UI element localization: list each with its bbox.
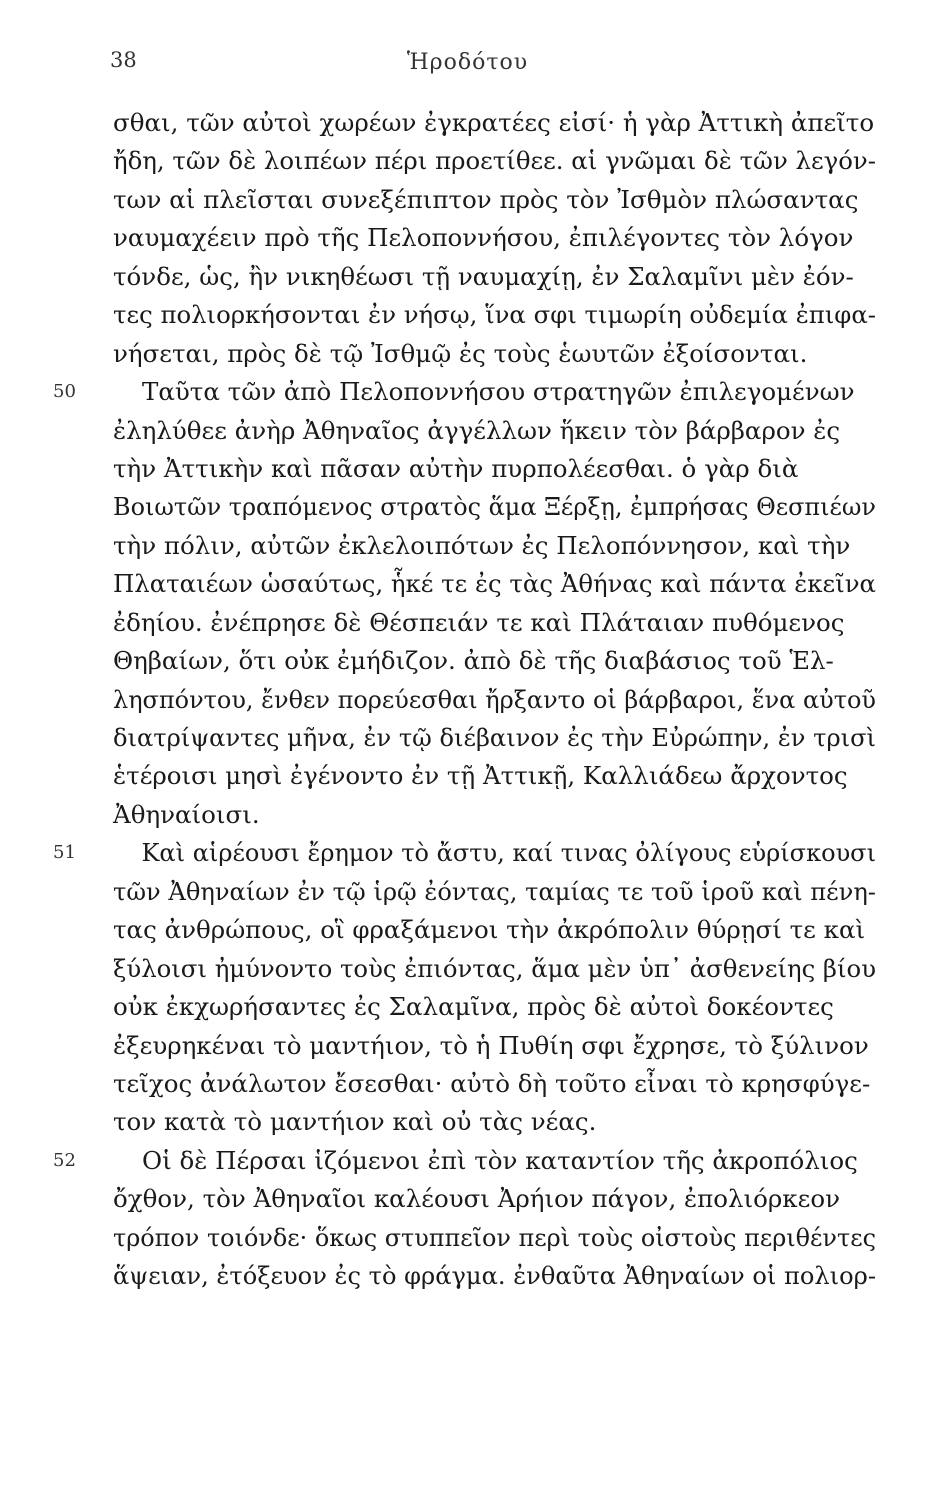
text-line <box>113 642 876 680</box>
body-text <box>53 104 877 1296</box>
text-line <box>113 412 876 450</box>
text-line <box>53 373 876 411</box>
line-text: οὐκ ἐκχωρήσαντες ἐς Σαλαμῖνα, πρὸς δὲ αὐτοὶ δοκέοντες <box>113 992 834 1022</box>
text-line <box>113 719 876 757</box>
line-text: τεῖχος ἀνάλωτον ἔσεσθαι· αὐτὸ δὴ τοῦτο εἶναι τὸ κρησφύγε- <box>113 1068 871 1098</box>
line-text: διατρίψαντες μῆνα, ἐν τῷ διέβαινον ἐς τὴν Εὐρώπην, ἐν τρισὶ <box>113 723 877 752</box>
text-line <box>113 104 876 142</box>
line-text: ἐδηίου. ἐνέπρησε δὲ Θέσπειάν τε καὶ Πλάταιαν πυθόμενος <box>113 607 845 637</box>
line-text: Βοιωτῶν τραπόμενος στρατὸς ἅμα Ξέρξῃ, ἐμπρήσας Θεσπιέων <box>113 492 876 522</box>
line-text: τῶν Ἀθηναίων ἐν τῷ ἱρῷ ἐόντας, ταμίας τε τοῦ ἱροῦ καὶ πένη- <box>113 876 876 906</box>
text-line <box>113 1257 876 1295</box>
chapter-number: 50 <box>53 381 76 403</box>
text-line <box>113 911 876 949</box>
line-text: σθαι, τῶν αὐτοὶ χωρέων ἐγκρατέες εἰσί· ἡ γὰρ Ἀττικὴ ἀπεῖτο <box>113 108 875 137</box>
line-text: τες πολιορκήσονται ἐν νήσῳ, ἵνα σφι τιμωρίη οὐδεμία ἐπιφα- <box>113 300 877 330</box>
text-line <box>113 142 876 180</box>
line-text: Θηβαίων, ὅτι οὐκ ἐμήδιζον. ἀπὸ δὲ τῆς διαβάσιος τοῦ Ἑλ- <box>113 646 834 676</box>
text-line <box>113 1027 876 1065</box>
line-text: των αἱ πλεῖσται συνεξέπιπτον πρὸς τὸν Ἰσθμὸν πλώσαντας <box>113 184 859 214</box>
text-line <box>113 1103 876 1141</box>
line-text: Καὶ αἱρέουσι ἔρημον τὸ ἄστυ, καί τινας ὀλίγους εὑρίσκουσι <box>141 838 877 868</box>
text-line <box>113 796 876 834</box>
line-text: τας ἀνθρώπους, οἳ φραξάμενοι τὴν ἀκρόπολιν θύρῃσί τε καὶ <box>113 915 866 945</box>
line-text: ξύλοισι ἠμύνοντο τοὺς ἐπιόντας, ἅμα μὲν ὑπ᾽ ἀσθενείης βίου <box>113 953 876 983</box>
line-text: ἐξευρηκέναι τὸ μαντήιον, τὸ ἡ Πυθίη σφι ἔχρησε, τὸ ξύλινον <box>113 1030 869 1060</box>
text-line <box>53 834 877 872</box>
text-line <box>113 527 876 565</box>
text-line <box>113 1180 876 1218</box>
line-text: ἤδη, τῶν δὲ λοιπέων πέρι προετίθεε. αἱ γνῶμαι δὲ τῶν λεγόν- <box>113 146 876 176</box>
page-header <box>0 44 935 84</box>
line-text: ὄχθον, τὸν Ἀθηναῖοι καλέουσι Ἀρήιον πάγον, ἐπολιόρκεον <box>113 1184 840 1214</box>
line-text: τον κατὰ τὸ μαντήιον καὶ οὐ τὰς νέας. <box>113 1107 597 1137</box>
text-line <box>113 181 876 219</box>
line-text: Οἱ δὲ Πέρσαι ἱζόμενοι ἐπὶ τὸν καταντίον τῆς ἀκροπόλιος <box>142 1145 858 1175</box>
text-line <box>113 450 876 488</box>
text-line <box>113 335 876 373</box>
text-line <box>113 488 876 526</box>
line-text: Ἀθηναίοισι. <box>113 799 260 829</box>
chapter-number: 52 <box>53 1149 76 1171</box>
page-number: 38 <box>110 48 137 72</box>
text-line <box>113 219 876 257</box>
text-line <box>113 681 876 719</box>
text-line <box>113 950 876 988</box>
line-text: τρόπον τοιόνδε· ὅκως στυππεῖον περὶ τοὺς οἰστοὺς περιθέντες <box>113 1222 876 1252</box>
text-line <box>113 873 876 911</box>
text-line <box>113 988 876 1026</box>
text-line <box>53 1142 876 1180</box>
line-text: ἑτέροισι μησὶ ἐγένοντο ἐν τῇ Ἀττικῇ, Καλλιάδεω ἄρχοντος <box>113 761 848 791</box>
text-line <box>113 565 876 603</box>
running-title: Ἡροδότου <box>406 50 529 75</box>
line-text: νήσεται, πρὸς δὲ τῷ Ἰσθμῷ ἐς τοὺς ἑωυτῶν ἐξοίσονται. <box>113 338 808 368</box>
line-text: ἐληλύθεε ἀνὴρ Ἀθηναῖος ἀγγέλλων ἥκειν τὸν βάρβαρον ἐς <box>113 415 841 445</box>
line-text: λησπόντου, ἔνθεν πορεύεσθαι ἤρξαντο οἱ βάρβαροι, ἕνα αὐτοῦ <box>113 684 876 714</box>
text-line <box>113 604 876 642</box>
line-text: ναυμαχέειν πρὸ τῆς Πελοποννήσου, ἐπιλέγοντες τὸν λόγον <box>113 223 854 253</box>
line-text: ἅψειαν, ἐτόξευον ἐς τὸ φράγμα. ἐνθαῦτα Ἀθηναίων οἱ πολιορ- <box>113 1261 876 1291</box>
line-text: Πλαταιέων ὡσαύτως, ἧκέ τε ἐς τὰς Ἀθήνας καὶ πάντα ἐκεῖνα <box>113 569 876 599</box>
text-line <box>113 757 876 795</box>
text-line <box>113 258 876 296</box>
line-text: τὴν πόλιν, αὐτῶν ἐκλελοιπότων ἐς Πελοπόννησον, καὶ τὴν <box>113 530 851 560</box>
text-line <box>113 1065 876 1103</box>
line-text: Ταῦτα τῶν ἀπὸ Πελοποννήσου στρατηγῶν ἐπιλεγομένων <box>142 377 855 407</box>
text-line <box>113 1219 876 1257</box>
text-line <box>113 296 876 334</box>
line-text: τὴν Ἀττικὴν καὶ πᾶσαν αὐτὴν πυρπολέεσθαι. ὁ γὰρ διὰ <box>113 453 799 483</box>
chapter-number: 51 <box>53 842 76 864</box>
line-text: τόνδε, ὡς, ἢν νικηθέωσι τῇ ναυμαχίῃ, ἐν Σαλαμῖνι μὲν ἐόν- <box>113 261 854 291</box>
